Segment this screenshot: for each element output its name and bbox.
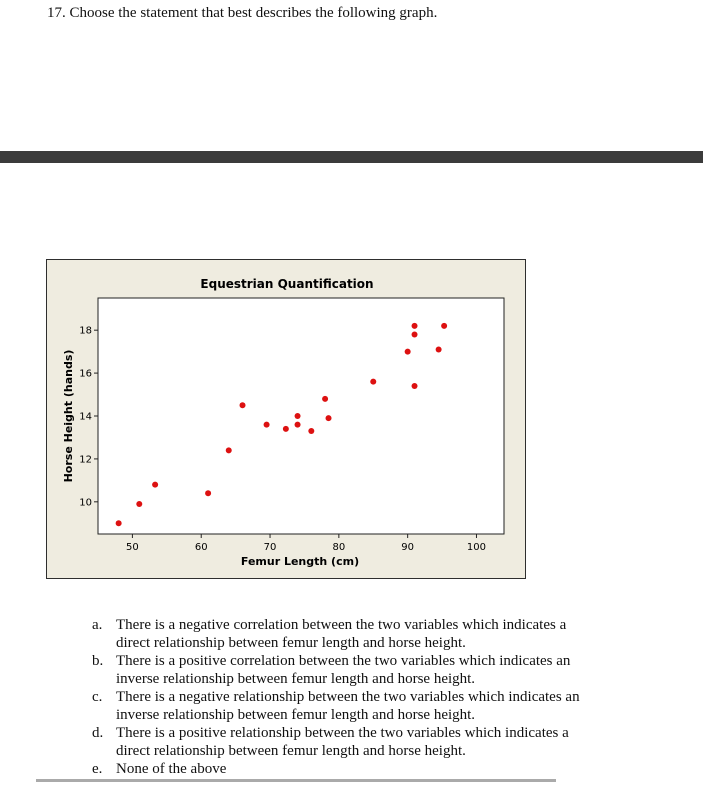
option-letter: b. bbox=[92, 653, 104, 669]
x-tick-label: 60 bbox=[194, 542, 208, 553]
data-point bbox=[295, 422, 301, 428]
data-point bbox=[205, 490, 211, 496]
option-letter: a. bbox=[92, 617, 103, 633]
data-point bbox=[152, 482, 158, 488]
y-tick-label: 16 bbox=[79, 368, 92, 380]
data-point bbox=[441, 323, 447, 329]
data-point bbox=[322, 396, 328, 402]
x-tick-label: 80 bbox=[332, 542, 346, 553]
data-point bbox=[116, 520, 122, 526]
y-tick-label: 14 bbox=[79, 411, 92, 423]
x-tick-label: 90 bbox=[401, 542, 415, 553]
data-point bbox=[412, 323, 418, 329]
option-a[interactable] bbox=[92, 616, 586, 652]
cut-off-next-question bbox=[36, 776, 556, 785]
data-point bbox=[240, 402, 246, 408]
data-point bbox=[412, 331, 418, 337]
x-tick-label: 70 bbox=[263, 542, 277, 553]
data-point bbox=[436, 346, 442, 352]
option-text: There is a positive correlation between the two variables which indicates an inverse relationship between femur length and horse height. bbox=[116, 653, 571, 687]
y-axis-ticks bbox=[79, 326, 98, 509]
data-point bbox=[226, 447, 232, 453]
x-tick-label: 100 bbox=[466, 542, 487, 553]
y-tick-label: 12 bbox=[79, 454, 92, 466]
x-axis-ticks bbox=[126, 534, 486, 553]
y-tick-label: 18 bbox=[79, 325, 92, 337]
data-point bbox=[283, 426, 289, 432]
data-point bbox=[370, 379, 376, 385]
y-tick-label: 10 bbox=[79, 497, 92, 509]
option-text: There is a negative correlation between the two variables which indicates a direct relationship between femur length and horse height. bbox=[116, 617, 567, 651]
option-text: There is a negative relationship between the two variables which indicates an inverse relationship between femur length and horse height. bbox=[116, 689, 580, 723]
option-b[interactable] bbox=[92, 652, 586, 688]
data-point bbox=[326, 415, 332, 421]
option-letter: d. bbox=[92, 725, 104, 741]
chart-canvas bbox=[47, 260, 527, 580]
option-text: None of the above bbox=[116, 761, 227, 777]
data-point bbox=[295, 413, 301, 419]
y-axis-label: Horse Height (hands) bbox=[62, 349, 75, 483]
option-c[interactable] bbox=[92, 688, 586, 724]
option-letter: c. bbox=[92, 689, 103, 705]
data-point bbox=[136, 501, 142, 507]
x-tick-label: 50 bbox=[126, 542, 139, 553]
data-point bbox=[412, 383, 418, 389]
option-letter: e. bbox=[92, 761, 103, 777]
chart-title: Equestrian Quantification bbox=[200, 277, 374, 291]
data-point bbox=[308, 428, 314, 434]
scatter-chart bbox=[46, 259, 526, 579]
option-text: There is a positive relationship between the two variables which indicates a direct relationship between femur length and horse height. bbox=[116, 725, 569, 759]
option-d[interactable] bbox=[92, 724, 586, 760]
plot-area bbox=[98, 298, 504, 534]
data-point bbox=[405, 349, 411, 355]
answer-options bbox=[92, 616, 586, 778]
question-title: 17. Choose the statement that best describes the following graph. bbox=[47, 5, 438, 21]
data-point bbox=[264, 422, 270, 428]
x-axis-label: Femur Length (cm) bbox=[240, 555, 360, 568]
divider-bar bbox=[0, 151, 703, 163]
